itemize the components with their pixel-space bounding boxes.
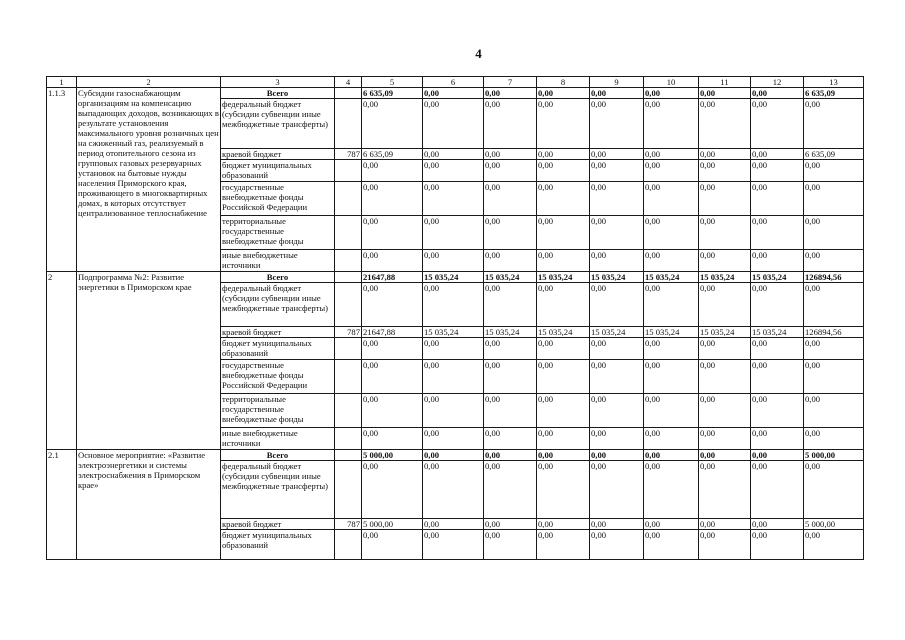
column-number: 10 (644, 77, 699, 88)
funding-source: краевой бюджет (221, 519, 335, 530)
amount-cell: 15 035,24 (644, 272, 699, 283)
amount-cell: 0,00 (484, 450, 537, 461)
amount-cell: 15 035,24 (699, 272, 751, 283)
amount-cell: 0,00 (804, 530, 864, 560)
grbs-code (335, 394, 362, 428)
grbs-code (335, 272, 362, 283)
column-number: 6 (423, 77, 484, 88)
amount-cell: 0,00 (362, 461, 423, 519)
table-row (47, 88, 864, 99)
amount-cell: 0,00 (362, 250, 423, 272)
amount-cell: 0,00 (484, 428, 537, 450)
amount-cell: 0,00 (804, 428, 864, 450)
amount-cell: 0,00 (804, 338, 864, 360)
amount-cell: 0,00 (699, 450, 751, 461)
amount-cell: 0,00 (484, 216, 537, 250)
funding-source: иные внебюджетные источники (221, 428, 335, 450)
column-number: 4 (335, 77, 362, 88)
amount-cell: 0,00 (423, 461, 484, 519)
amount-cell: 6 635,09 (804, 149, 864, 160)
funding-source: краевой бюджет (221, 149, 335, 160)
funding-source: территориальные государственные внебюджетные фонды (221, 216, 335, 250)
grbs-code (335, 160, 362, 182)
amount-cell: 0,00 (537, 530, 590, 560)
grbs-code (335, 88, 362, 99)
amount-cell: 0,00 (751, 283, 804, 327)
amount-cell: 0,00 (362, 428, 423, 450)
amount-cell: 0,00 (699, 88, 751, 99)
amount-cell: 0,00 (804, 182, 864, 216)
amount-cell: 0,00 (590, 99, 644, 149)
amount-cell: 0,00 (751, 461, 804, 519)
amount-cell: 0,00 (423, 99, 484, 149)
amount-cell: 0,00 (362, 360, 423, 394)
amount-cell: 0,00 (699, 99, 751, 149)
amount-cell: 0,00 (751, 360, 804, 394)
column-number: 2 (77, 77, 221, 88)
amount-cell: 0,00 (590, 519, 644, 530)
amount-cell: 0,00 (751, 88, 804, 99)
budget-table (46, 76, 864, 560)
amount-cell: 0,00 (362, 182, 423, 216)
amount-cell: 0,00 (362, 530, 423, 560)
amount-cell: 0,00 (644, 160, 699, 182)
amount-cell: 0,00 (644, 394, 699, 428)
amount-cell: 15 035,24 (537, 272, 590, 283)
amount-cell: 0,00 (644, 149, 699, 160)
funding-source: Всего (221, 272, 335, 283)
amount-cell: 0,00 (537, 283, 590, 327)
amount-cell: 0,00 (537, 461, 590, 519)
amount-cell: 0,00 (537, 519, 590, 530)
amount-cell: 15 035,24 (537, 327, 590, 338)
amount-cell: 0,00 (484, 519, 537, 530)
grbs-code (335, 461, 362, 519)
amount-cell: 0,00 (699, 428, 751, 450)
column-number: 8 (537, 77, 590, 88)
amount-cell: 0,00 (644, 519, 699, 530)
amount-cell: 0,00 (590, 394, 644, 428)
page-number: 4 (475, 46, 482, 61)
amount-cell: 0,00 (590, 530, 644, 560)
amount-cell: 0,00 (537, 88, 590, 99)
amount-cell: 0,00 (423, 216, 484, 250)
amount-cell: 0,00 (537, 182, 590, 216)
amount-cell: 15 035,24 (484, 327, 537, 338)
amount-cell: 0,00 (590, 461, 644, 519)
amount-cell: 0,00 (644, 99, 699, 149)
amount-cell: 0,00 (590, 160, 644, 182)
funding-source: Всего (221, 88, 335, 99)
amount-cell: 0,00 (590, 250, 644, 272)
amount-cell: 6 635,09 (804, 88, 864, 99)
amount-cell: 0,00 (423, 530, 484, 560)
amount-cell: 5 000,00 (804, 519, 864, 530)
column-number: 5 (362, 77, 423, 88)
amount-cell: 0,00 (699, 519, 751, 530)
funding-source: государственные внебюджетные фонды Российской Федерации (221, 182, 335, 216)
amount-cell: 0,00 (484, 461, 537, 519)
funding-source: федеральный бюджет (субсидии субвенции иные межбюджетные трансферты) (221, 283, 335, 327)
amount-cell: 0,00 (699, 216, 751, 250)
amount-cell: 6 635,09 (362, 88, 423, 99)
amount-cell: 0,00 (537, 338, 590, 360)
amount-cell: 0,00 (751, 149, 804, 160)
amount-cell: 0,00 (484, 149, 537, 160)
amount-cell: 0,00 (362, 99, 423, 149)
table-row (47, 450, 864, 461)
amount-cell: 0,00 (423, 182, 484, 216)
amount-cell: 0,00 (484, 394, 537, 428)
amount-cell: 0,00 (644, 360, 699, 394)
funding-source: федеральный бюджет (субсидии субвенции иные межбюджетные трансферты) (221, 99, 335, 149)
table-row (47, 272, 864, 283)
amount-cell: 0,00 (644, 250, 699, 272)
column-number: 1 (47, 77, 77, 88)
amount-cell: 0,00 (484, 99, 537, 149)
grbs-code: 787 (335, 327, 362, 338)
amount-cell: 0,00 (699, 283, 751, 327)
amount-cell: 0,00 (644, 283, 699, 327)
amount-cell: 6 635,09 (362, 149, 423, 160)
item-code: 2 (47, 272, 77, 450)
amount-cell: 0,00 (751, 99, 804, 149)
amount-cell: 0,00 (590, 216, 644, 250)
amount-cell: 0,00 (644, 461, 699, 519)
grbs-code: 787 (335, 149, 362, 160)
amount-cell: 0,00 (423, 360, 484, 394)
amount-cell: 0,00 (644, 182, 699, 216)
amount-cell: 0,00 (590, 149, 644, 160)
amount-cell: 0,00 (699, 149, 751, 160)
amount-cell: 0,00 (537, 394, 590, 428)
amount-cell: 0,00 (484, 160, 537, 182)
amount-cell: 0,00 (423, 88, 484, 99)
amount-cell: 0,00 (751, 160, 804, 182)
amount-cell: 0,00 (751, 428, 804, 450)
column-number: 11 (699, 77, 751, 88)
amount-cell: 15 035,24 (590, 272, 644, 283)
amount-cell: 0,00 (362, 394, 423, 428)
amount-cell: 0,00 (423, 428, 484, 450)
amount-cell: 0,00 (423, 519, 484, 530)
grbs-code (335, 530, 362, 560)
funding-source: Всего (221, 450, 335, 461)
amount-cell: 0,00 (804, 283, 864, 327)
item-name: Субсидии газоснабжающим организациям на компенсацию выпадающих доходов, возникающих в результате установления максимального уровня розничных цен на сжиженный газ, реализуемый в период отопительного сезона из групповых газовых резервуарных установок на бытовые нужды населения Приморского края, проживающего в многоквартирных домах, в которых отсутствует централизованное теплоснабжение (77, 88, 221, 272)
amount-cell: 0,00 (423, 160, 484, 182)
amount-cell: 0,00 (804, 216, 864, 250)
amount-cell: 0,00 (484, 88, 537, 99)
amount-cell: 0,00 (644, 428, 699, 450)
column-number: 9 (590, 77, 644, 88)
funding-source: государственные внебюджетные фонды Российской Федерации (221, 360, 335, 394)
amount-cell: 0,00 (751, 182, 804, 216)
amount-cell: 5 000,00 (804, 450, 864, 461)
amount-cell: 0,00 (537, 160, 590, 182)
grbs-code (335, 250, 362, 272)
amount-cell: 0,00 (590, 283, 644, 327)
amount-cell: 0,00 (644, 450, 699, 461)
amount-cell: 0,00 (699, 394, 751, 428)
amount-cell: 0,00 (362, 283, 423, 327)
amount-cell: 0,00 (537, 450, 590, 461)
amount-cell: 126894,56 (804, 327, 864, 338)
grbs-code (335, 99, 362, 149)
amount-cell: 15 035,24 (699, 327, 751, 338)
amount-cell: 0,00 (699, 530, 751, 560)
grbs-code (335, 450, 362, 461)
amount-cell: 0,00 (423, 450, 484, 461)
amount-cell: 0,00 (537, 149, 590, 160)
amount-cell: 0,00 (644, 88, 699, 99)
amount-cell: 0,00 (804, 160, 864, 182)
amount-cell: 0,00 (590, 182, 644, 216)
amount-cell: 0,00 (537, 99, 590, 149)
amount-cell: 0,00 (699, 160, 751, 182)
amount-cell: 0,00 (484, 250, 537, 272)
amount-cell: 5 000,00 (362, 450, 423, 461)
amount-cell: 0,00 (699, 360, 751, 394)
amount-cell: 0,00 (484, 530, 537, 560)
column-number: 3 (221, 77, 335, 88)
amount-cell: 0,00 (751, 450, 804, 461)
amount-cell: 0,00 (751, 394, 804, 428)
amount-cell: 0,00 (751, 338, 804, 360)
amount-cell: 126894,56 (804, 272, 864, 283)
amount-cell: 0,00 (362, 338, 423, 360)
amount-cell: 0,00 (699, 182, 751, 216)
amount-cell: 0,00 (423, 149, 484, 160)
amount-cell: 0,00 (804, 250, 864, 272)
amount-cell: 5 000,00 (362, 519, 423, 530)
amount-cell: 15 035,24 (590, 327, 644, 338)
amount-cell: 15 035,24 (751, 327, 804, 338)
item-name: Подпрограмма №2: Развитие энергетики в Приморском крае (77, 272, 221, 450)
amount-cell: 0,00 (484, 182, 537, 216)
amount-cell: 0,00 (537, 428, 590, 450)
amount-cell: 0,00 (537, 360, 590, 394)
amount-cell: 0,00 (644, 216, 699, 250)
amount-cell: 0,00 (699, 338, 751, 360)
amount-cell: 15 035,24 (751, 272, 804, 283)
amount-cell: 0,00 (590, 88, 644, 99)
amount-cell: 0,00 (590, 428, 644, 450)
column-number-row (47, 77, 864, 88)
amount-cell: 15 035,24 (484, 272, 537, 283)
amount-cell: 0,00 (590, 360, 644, 394)
funding-source: территориальные государственные внебюджетные фонды (221, 394, 335, 428)
item-code: 2.1 (47, 450, 77, 560)
amount-cell: 0,00 (484, 360, 537, 394)
amount-cell: 0,00 (751, 250, 804, 272)
grbs-code (335, 182, 362, 216)
amount-cell: 0,00 (804, 394, 864, 428)
amount-cell: 21647,88 (362, 327, 423, 338)
grbs-code (335, 216, 362, 250)
amount-cell: 0,00 (484, 283, 537, 327)
amount-cell: 0,00 (751, 530, 804, 560)
amount-cell: 21647,88 (362, 272, 423, 283)
amount-cell: 0,00 (699, 461, 751, 519)
amount-cell: 15 035,24 (644, 327, 699, 338)
amount-cell: 0,00 (423, 338, 484, 360)
amount-cell: 0,00 (699, 250, 751, 272)
grbs-code (335, 338, 362, 360)
amount-cell: 15 035,24 (423, 272, 484, 283)
funding-source: бюджет муниципальных образований (221, 160, 335, 182)
amount-cell: 0,00 (751, 216, 804, 250)
amount-cell: 0,00 (751, 519, 804, 530)
amount-cell: 0,00 (423, 394, 484, 428)
column-number: 12 (751, 77, 804, 88)
amount-cell: 15 035,24 (423, 327, 484, 338)
amount-cell: 0,00 (644, 530, 699, 560)
item-code: 1.1.3 (47, 88, 77, 272)
amount-cell: 0,00 (537, 216, 590, 250)
funding-source: краевой бюджет (221, 327, 335, 338)
amount-cell: 0,00 (590, 450, 644, 461)
grbs-code: 787 (335, 519, 362, 530)
amount-cell: 0,00 (590, 338, 644, 360)
funding-source: федеральный бюджет (субсидии субвенции иные межбюджетные трансферты) (221, 461, 335, 519)
amount-cell: 0,00 (423, 283, 484, 327)
column-number: 7 (484, 77, 537, 88)
amount-cell: 0,00 (423, 250, 484, 272)
funding-source: иные внебюджетные источники (221, 250, 335, 272)
grbs-code (335, 428, 362, 450)
grbs-code (335, 283, 362, 327)
column-number: 13 (804, 77, 864, 88)
amount-cell: 0,00 (804, 461, 864, 519)
amount-cell: 0,00 (484, 338, 537, 360)
amount-cell: 0,00 (362, 216, 423, 250)
item-name: Основное мероприятие: «Развитие электроэнергетики и системы электроснабжения в Приморском крае» (77, 450, 221, 560)
amount-cell: 0,00 (804, 99, 864, 149)
amount-cell: 0,00 (362, 160, 423, 182)
amount-cell: 0,00 (804, 360, 864, 394)
funding-source: бюджет муниципальных образований (221, 530, 335, 560)
amount-cell: 0,00 (644, 338, 699, 360)
funding-source: бюджет муниципальных образований (221, 338, 335, 360)
amount-cell: 0,00 (537, 250, 590, 272)
grbs-code (335, 360, 362, 394)
